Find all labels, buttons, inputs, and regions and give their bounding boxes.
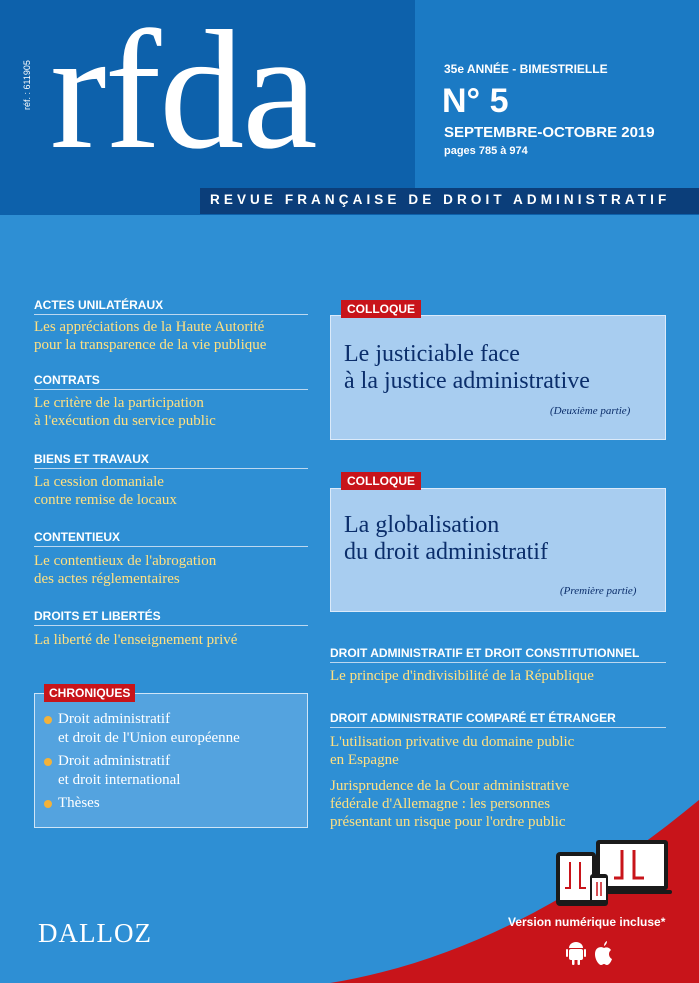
bullet-icon (44, 716, 52, 724)
section-title-line: Le principe d'indivisibilité de la République (330, 668, 594, 684)
section-title-line: Les appréciations de la Haute Autorité (34, 319, 265, 335)
section-title-line: Le contentieux de l'abrogation (34, 553, 217, 569)
section-title-line: en Espagne (330, 752, 399, 768)
colloque-title-line: Le justiciable face (344, 341, 520, 367)
year-label: 35e ANNÉE - BIMESTRIELLE (444, 62, 608, 76)
android-icon (566, 942, 586, 965)
section-title-line: Le critère de la participation (34, 395, 204, 411)
chronique-item-line: Droit administratif (58, 753, 171, 769)
section-heading: ACTES UNILATÉRAUX (34, 298, 308, 315)
journal-full-title: REVUE FRANÇAISE DE DROIT ADMINISTRATIF (210, 192, 671, 207)
chronique-item-line: et droit de l'Union européenne (58, 730, 240, 746)
devices-icon (552, 838, 672, 910)
section-heading: DROIT ADMINISTRATIF COMPARÉ ET ÉTRANGER (330, 711, 666, 728)
bullet-icon (44, 758, 52, 766)
issue-date: SEPTEMBRE-OCTOBRE 2019 (444, 124, 655, 141)
section-heading: DROITS ET LIBERTÉS (34, 609, 308, 626)
bullet-icon (44, 800, 52, 808)
issue-pages: pages 785 à 974 (444, 145, 528, 157)
colloque-tag: COLLOQUE (341, 472, 421, 490)
platform-icons (566, 940, 616, 966)
chronique-item-line: Droit administratif (58, 711, 171, 727)
digital-version-label: Version numérique incluse* (508, 915, 666, 929)
section-title-line: présentant un risque pour l'ordre public (330, 814, 566, 830)
colloque-title-line: à la justice administrative (344, 368, 590, 394)
section-title-line: des actes réglementaires (34, 571, 180, 587)
section-heading: CONTENTIEUX (34, 530, 308, 547)
issue-number: N° 5 (442, 82, 509, 120)
apple-icon (595, 941, 612, 965)
section-title-line: fédérale d'Allemagne : les personnes (330, 796, 551, 812)
publisher-logo: DALLOZ (38, 918, 152, 948)
section-title-line: L'utilisation privative du domaine public (330, 734, 575, 750)
chroniques-label: CHRONIQUES (44, 684, 135, 702)
section-title-line: pour la transparence de la vie publique (34, 337, 267, 353)
colloque-tag: COLLOQUE (341, 300, 421, 318)
section-title-line: à l'exécution du service public (34, 413, 216, 429)
reference-number: réf. : 611905 (22, 60, 32, 110)
colloque-part: (Deuxième partie) (550, 405, 631, 417)
section-title-line: Jurisprudence de la Cour administrative (330, 778, 570, 794)
section-title-line: La liberté de l'enseignement privé (34, 632, 238, 648)
section-title-line: La cession domaniale (34, 474, 164, 490)
journal-logo: rfda (50, 0, 316, 184)
colloque-part: (Première partie) (560, 585, 637, 597)
chronique-item-line: et droit international (58, 772, 181, 788)
chronique-item-line: Thèses (58, 795, 100, 811)
section-heading: CONTRATS (34, 373, 308, 390)
colloque-title-line: La globalisation (344, 512, 500, 538)
colloque-title-line: du droit administratif (344, 539, 548, 565)
section-heading: BIENS ET TRAVAUX (34, 452, 308, 469)
section-heading: DROIT ADMINISTRATIF ET DROIT CONSTITUTIONNEL (330, 646, 666, 663)
section-title-line: contre remise de locaux (34, 492, 177, 508)
